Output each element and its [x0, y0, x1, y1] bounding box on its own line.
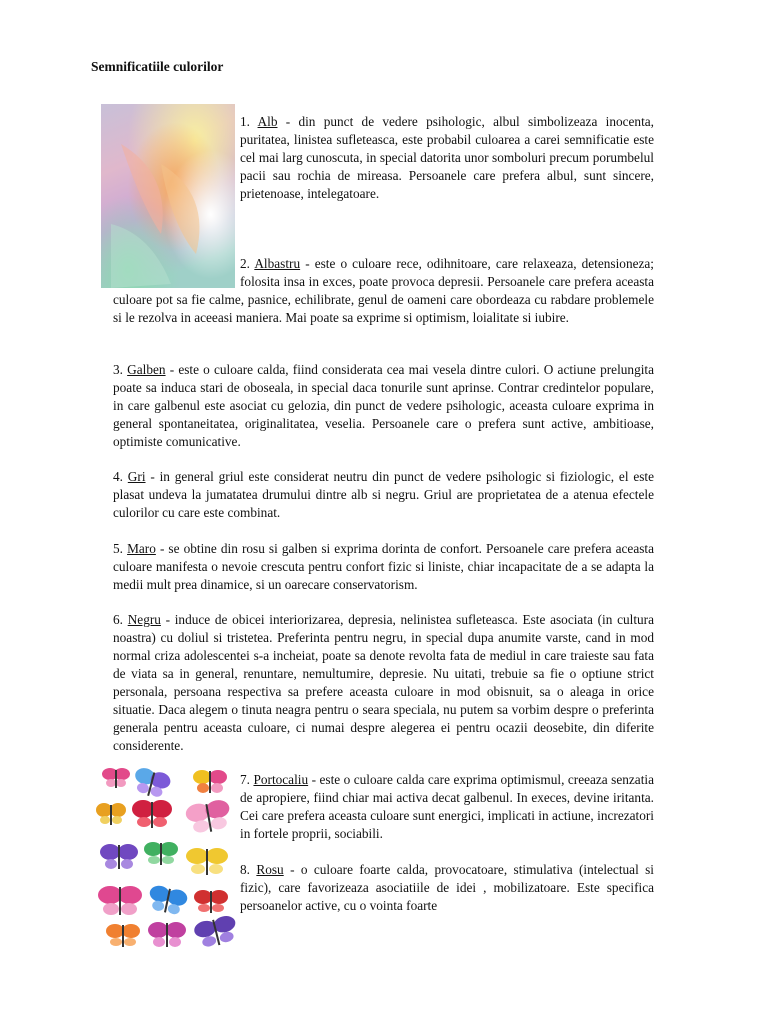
paragraph-text: - din punct de vedere psihologic, albul simbolizeaza inocenta, puritatea, linistea sufleteasca, este probabil culoarea a carei semnificatie este cel mai larg cunoscuta, in special datorita unor somboluri precum porumbelul pacii sau rochia de mireasa. Persoanele care prefera albul, sunt sincere, prietenoase, intelegatoare.	[240, 114, 654, 201]
paragraph-number: 3.	[113, 362, 123, 377]
paragraph-number: 7.	[240, 772, 250, 787]
paragraph-number: 5.	[113, 541, 123, 556]
paragraph-portocaliu	[240, 771, 654, 843]
color-term: Negru	[127, 612, 161, 627]
paragraph-text: - este o culoare calda, fiind considerata cea mai vesela dintre culori. O actiune prelungita poate sa induca stari de oboseala, in special daca tonurile sunt aprinse. Contrar credintelor populare, in care galbenul este asociat cu gelozia, din punct de vedere psihologic, aceasta culoare exprima in general spontaneitatea, originalitatea, veselia. Persoanele care o prefera sunt active, ambitioase, optimiste comunicative.	[113, 362, 655, 449]
color-term: Portocaliu	[253, 772, 309, 787]
paragraph-text: - o culoare foarte calda, provocatoare, stimulativa (intelectual si fizic), care favorizeaza asociatiile de idei , mobilizatoare. Este specifica persoanelor active, cu o vointa foarte	[240, 862, 655, 913]
color-term: Maro	[127, 541, 156, 556]
paragraph-albastru	[113, 255, 654, 327]
image-spacer	[113, 255, 240, 291]
paragraph-number: 8.	[240, 862, 250, 877]
paragraph-text: - este o culoare calda care exprima optimismul, creeaza senzatia de apropiere, fiind chiar mai activa decat galbenul. In execes, devine iritanta. Cei care prefera aceasta culoare sunt energici, implicati in actiune, increzatori in fortele proprii, sociabili.	[240, 772, 655, 841]
color-term: Albastru	[254, 256, 301, 271]
paragraph-negru	[113, 611, 654, 755]
color-term: Rosu	[256, 862, 284, 877]
paragraph-text: - in general griul este considerat neutru din punct de vedere psihologic si fiziologic, el este plasat undeva la jumatatea drumului dintre alb si negru. Griul are proprietatea de a atenua efectele culorilor cu care este combinat.	[113, 469, 655, 520]
paragraph-maro	[113, 540, 654, 594]
paragraph-galben	[113, 361, 654, 451]
paragraph-number: 4.	[113, 469, 123, 484]
paragraph-alb	[240, 113, 654, 203]
paragraph-text: - induce de obicei interiorizarea, depresia, nelinistea sufleteasca. Este asociata (in cultura noastra) cu doliul si tristetea. Preferinta pentru negru, in special dupa anumite varste, cand in mod normal criza adolescentei s-a incheiat, poate sa denote revolta fata de mediul in care traieste sau fata de viata sa in general, renuntare, nemultumire, depresie. Nu uitati, trebuie sa fie o optiune strict personala, persoana respectiva sa prefere aceasta culoare in mod obisnuit, sa o aleaga in orice situatie. Daca alegem o tinuta neagra pentru o seara speciala, nu putem sa vorbim despre o preferinta generala pentru aceasta culoare, ci numai despre alegerea ei pentru ocazii deosebite, din diferite considerente.	[113, 612, 654, 753]
paragraph-text: - este o culoare rece, odihnitoare, care relaxeaza, detensioneza; folosita insa in exces, poate provoca depresii. Persoanele care prefera aceasta culoare pot sa fie calme, pasnice, echilibrate, genul de oameni care obordeaza cu rabdare problemele si le rezolva in aceeasi maniera. Mai poate sa exprime si optimism, loialitate si iubire.	[113, 256, 654, 325]
paragraph-number: 1.	[240, 114, 250, 129]
paragraph-number: 2.	[240, 256, 250, 271]
document-title: Semnificatiile culorilor	[91, 59, 224, 74]
color-term: Alb	[257, 114, 278, 129]
paragraph-text: - se obtine din rosu si galben si exprima dorinta de confort. Persoanele care prefera aceasta culoare manifesta o nevoie crescuta pentru confort fizic si liniste, chiar incapacitate de a se adapta la medii mult prea dinamice, si un oarecare conservatorism.	[113, 541, 655, 592]
paragraph-gri	[113, 468, 654, 522]
paragraph-number: 6.	[113, 612, 123, 627]
color-term: Galben	[127, 362, 166, 377]
butterflies-image	[94, 762, 238, 956]
paragraph-rosu	[240, 861, 654, 915]
color-term: Gri	[127, 469, 146, 484]
